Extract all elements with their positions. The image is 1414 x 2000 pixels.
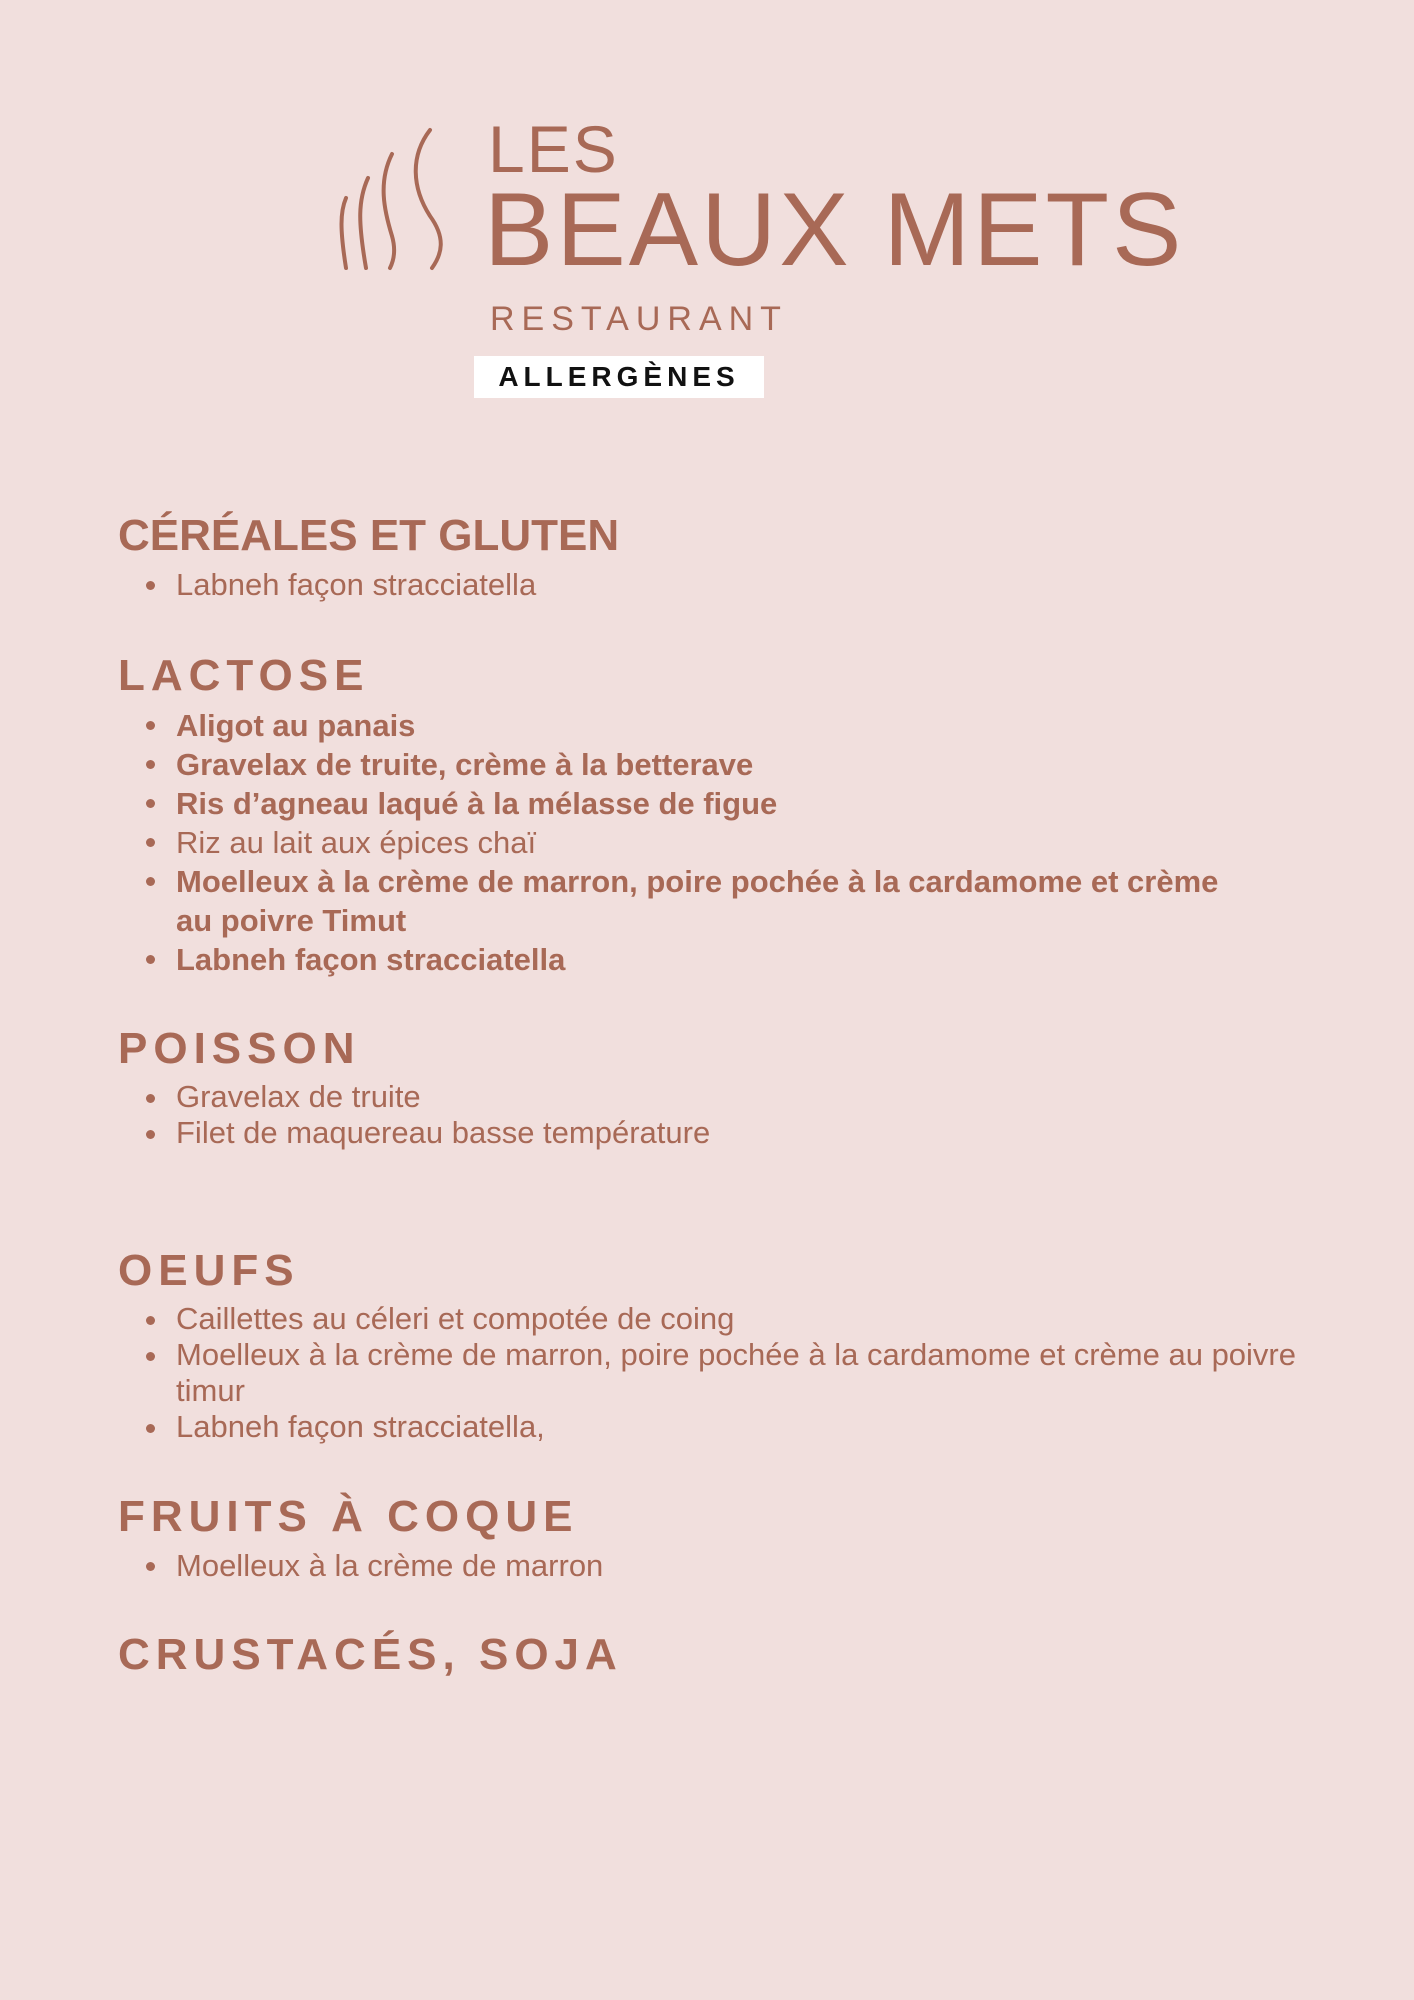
dish-list [118, 1301, 1318, 1445]
list-item: Moelleux à la crème de marron, poire pochée à la cardamome et crème au poivre timur [176, 1337, 1326, 1409]
section-cereales-gluten [118, 506, 1318, 604]
section-lactose [118, 646, 1318, 979]
list-item: Labneh façon stracciatella [176, 940, 1318, 979]
dish-list [118, 1079, 1318, 1151]
section-title: POISSON [118, 1024, 361, 1073]
section-title: OEUFS [118, 1246, 300, 1295]
list-item: Labneh façon stracciatella, [176, 1409, 1318, 1445]
list-item: Gravelax de truite [176, 1079, 1318, 1115]
list-item: Gravelax de truite, crème à la betterave [176, 745, 1318, 784]
list-item: Aligot au panais [176, 706, 1318, 745]
section-title: CRUSTACÉS, SOJA [118, 1630, 623, 1679]
dish-list [118, 706, 1318, 979]
dish-list [118, 1547, 1318, 1585]
list-item: Filet de maquereau basse température [176, 1115, 1318, 1151]
list-item: Moelleux à la crème de marron [176, 1547, 1318, 1585]
section-oeufs [118, 1241, 1318, 1445]
section-poisson [118, 1019, 1318, 1151]
list-item: Ris d’agneau laqué à la mélasse de figue [176, 784, 1318, 823]
wave-lines-icon [338, 126, 450, 274]
section-fruits-a-coque [118, 1487, 1318, 1585]
section-title: FRUITS À COQUE [118, 1492, 579, 1541]
section-title: CÉRÉALES ET GLUTEN [118, 511, 620, 560]
allergen-list [118, 506, 1318, 1685]
dish-list [118, 566, 1318, 604]
allergens-badge: ALLERGÈNES [474, 356, 764, 398]
restaurant-name: BEAUX METS [484, 172, 1185, 288]
list-item: Riz au lait aux épices chaï [176, 823, 1318, 862]
logo-les: LES [488, 112, 619, 186]
list-item: Caillettes au céleri et compotée de coing [176, 1301, 1318, 1337]
section-crustaces-soja [118, 1625, 1318, 1685]
section-title: LACTOSE [118, 651, 370, 700]
list-item: Moelleux à la crème de marron, poire pochée à la cardamome et crème au poivre Timut [176, 862, 1236, 940]
logo-subtitle: RESTAURANT [490, 300, 788, 338]
list-item: Labneh façon stracciatella [176, 566, 1318, 604]
